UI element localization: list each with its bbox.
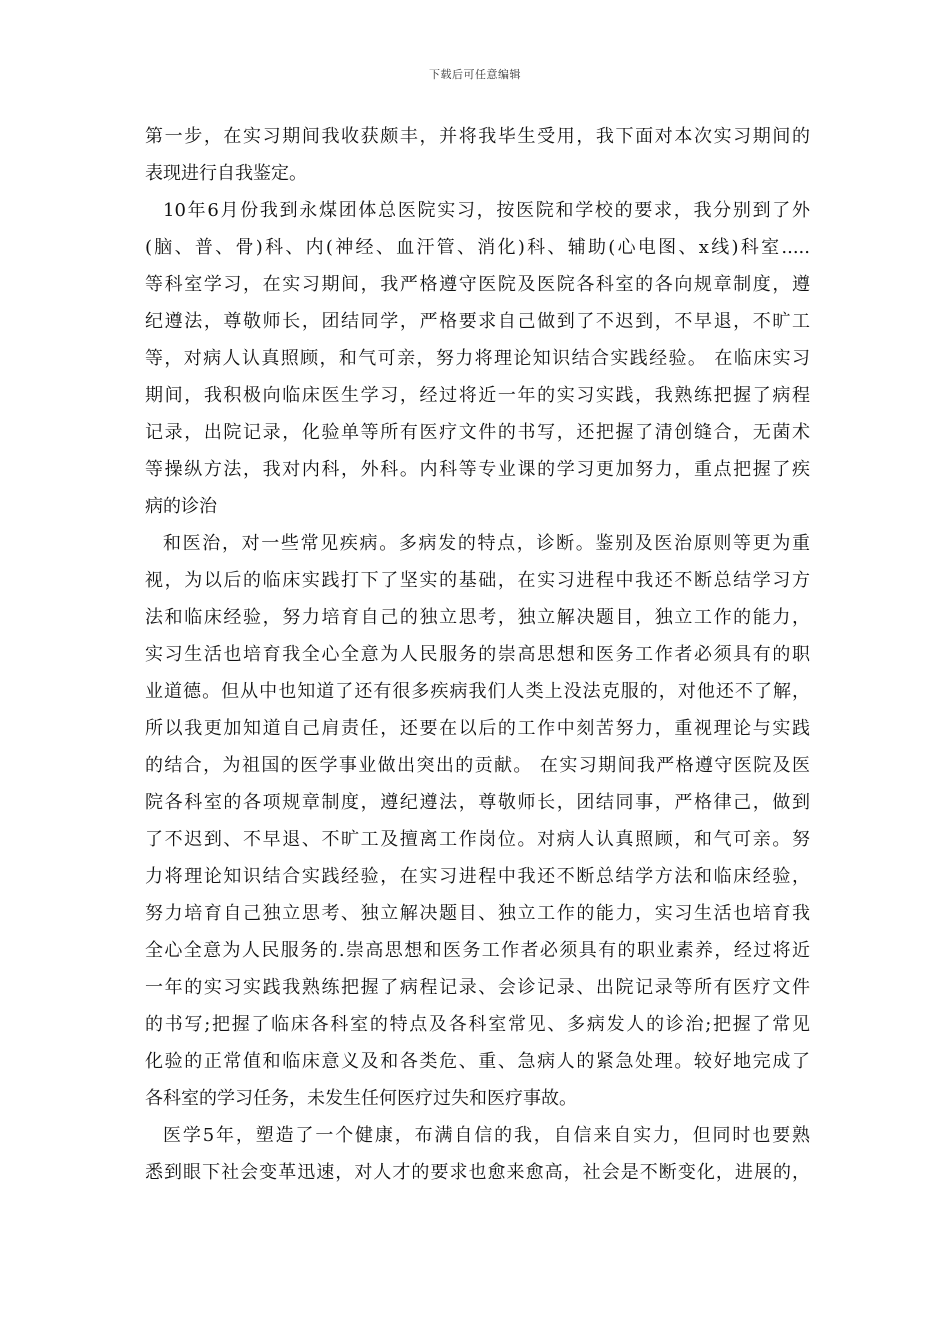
text-line: (脑、普、骨)科、内(神经、血汗管、消化)科、辅助(心电图、x线)科室..... xyxy=(145,237,810,258)
text-line: 全心全意为人民服务的.崇高思想和医务工作者必须具有的职业素养，经过将近 xyxy=(145,940,810,961)
text-line: 记录，出院记录，化验单等所有医疗文件的书写，还把握了清创缝合，无菌术 xyxy=(145,422,810,443)
text-line: 等操纵方法，我对内科，外科。内科等专业课的学习更加努力，重点把握了疾 xyxy=(145,459,810,480)
document-body xyxy=(145,118,810,1191)
text-line: 院各科室的各项规章制度，遵纪遵法，尊敬师长，团结同事，严格律己，做到 xyxy=(145,792,810,813)
page-header: 下载后可任意编辑 xyxy=(429,68,521,81)
text-line: 的结合，为祖国的医学事业做出突出的贡献。 在实习期间我严格遵守医院及医 xyxy=(145,755,810,776)
text-line: 力将理论知识结合实践经验，在实习进程中我还不断总结学方法和临床经验， xyxy=(145,866,810,887)
text-line: 一年的实习实践我熟练把握了病程记录、会诊记录、出院记录等所有医疗文件 xyxy=(145,977,810,998)
text-line: 的书写;把握了临床各科室的特点及各科室常见、多病发人的诊治;把握了常见 xyxy=(145,1014,810,1035)
text-line: 法和临床经验，努力培育自己的独立思考，独立解决题目，独立工作的能力， xyxy=(145,607,810,628)
text-line: 病的诊治 xyxy=(145,496,217,517)
text-line: 和医治，对一些常见疾病。多病发的特点，诊断。鉴别及医治原则等更为重 xyxy=(163,533,810,554)
text-line: 了不迟到、不早退、不旷工及擅离工作岗位。对病人认真照顾，和气可亲。努 xyxy=(145,829,810,850)
text-line: 努力培育自己独立思考、独立解决题目、独立工作的能力，实习生活也培育我 xyxy=(145,903,810,924)
text-line: 表现进行自我鉴定。 xyxy=(145,163,307,184)
text-line: 所以我更加知道自己肩责任，还要在以后的工作中刻苦努力，重视理论与实践 xyxy=(145,718,810,739)
text-line: 化验的正常值和临床意义及和各类危、重、急病人的紧急处理。较好地完成了 xyxy=(145,1051,810,1072)
text-line: 各科室的学习任务，未发生任何医疗过失和医疗事故。 xyxy=(145,1088,577,1109)
text-line: 期间，我积极向临床医生学习，经过将近一年的实习实践，我熟练把握了病程 xyxy=(145,385,810,406)
text-line: 第一步，在实习期间我收获颇丰，并将我毕生受用，我下面对本次实习期间的 xyxy=(145,126,810,147)
text-line: 医学5年，塑造了一个健康，布满自信的我，自信来自实力，但同时也要熟 xyxy=(163,1125,810,1146)
text-line: 视，为以后的临床实践打下了坚实的基础，在实习进程中我还不断总结学习方 xyxy=(145,570,810,591)
text-line: 业道德。但从中也知道了还有很多疾病我们人类上没法克服的，对他还不了解， xyxy=(145,681,810,702)
text-line: 悉到眼下社会变革迅速，对人才的要求也愈来愈高，社会是不断变化，进展的， xyxy=(145,1162,810,1183)
text-line: 等，对病人认真照顾，和气可亲，努力将理论知识结合实践经验。 在临床实习 xyxy=(145,348,810,369)
text-line: 实习生活也培育我全心全意为人民服务的崇高思想和医务工作者必须具有的职 xyxy=(145,644,810,665)
text-line: 纪遵法，尊敬师长，团结同学，严格要求自己做到了不迟到，不早退，不旷工 xyxy=(145,311,810,332)
text-line: 10年6月份我到永煤团体总医院实习，按医院和学校的要求，我分别到了外 xyxy=(163,200,810,221)
text-line: 等科室学习，在实习期间，我严格遵守医院及医院各科室的各向规章制度，遵 xyxy=(145,274,810,295)
